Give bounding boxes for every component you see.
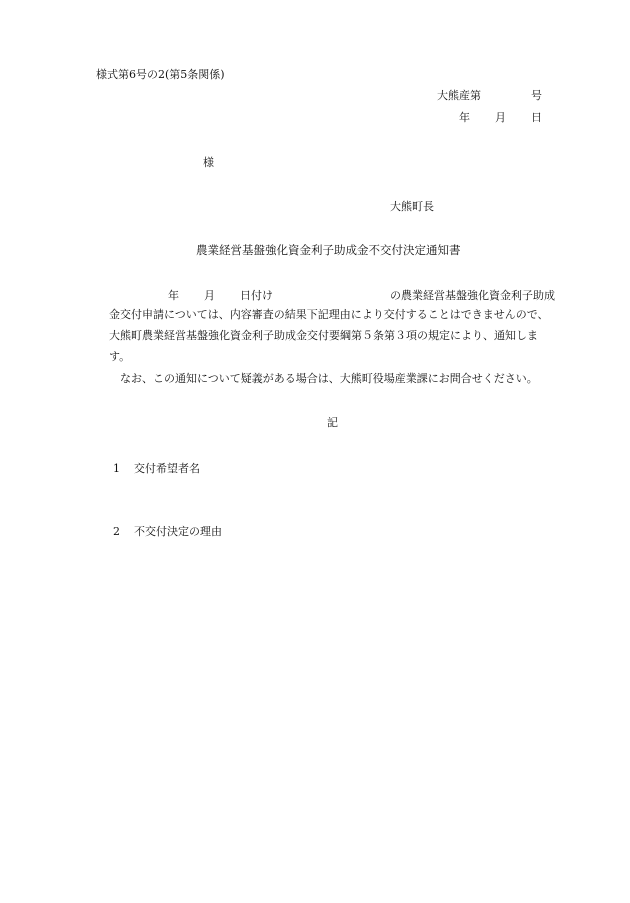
- body-line1-tail: の農業経営基盤強化資金利子助成: [390, 289, 555, 302]
- body-line3: 大熊町農業経営基盤強化資金利子助成金交付要綱第５条第３項の規定により、通知しま: [109, 329, 538, 342]
- ki-heading: 記: [327, 416, 338, 429]
- date-day: 日: [531, 111, 542, 124]
- body-line2: 金交付申請については、内容審査の結果下記理由により交付することはできませんので、: [109, 308, 549, 321]
- item-1-label: 交付希望者名: [134, 462, 200, 475]
- date-month: 月: [495, 111, 506, 124]
- document-title: 農業経営基盤強化資金利子助成金不交付決定通知書: [196, 243, 461, 257]
- item-2-label: 不交付決定の理由: [134, 525, 222, 538]
- item-1-number: 1: [113, 462, 120, 475]
- addressee-honorific: 様: [203, 156, 214, 169]
- date-year: 年: [459, 111, 470, 124]
- doc-number-prefix: 大熊産第: [437, 89, 481, 102]
- body-line5: なお、この通知について疑義がある場合は、大熊町役場産業課にお問合せください。: [120, 372, 538, 385]
- doc-number-suffix: 号: [531, 89, 542, 102]
- form-label: 様式第6号の2(第5条関係): [96, 68, 225, 81]
- body-year: 年: [168, 289, 179, 302]
- issuer: 大熊町長: [390, 200, 434, 213]
- body-line4: す。: [109, 350, 131, 363]
- body-month: 月: [204, 289, 215, 302]
- body-date-suffix: 日付け: [240, 289, 273, 302]
- item-2-number: 2: [113, 525, 120, 538]
